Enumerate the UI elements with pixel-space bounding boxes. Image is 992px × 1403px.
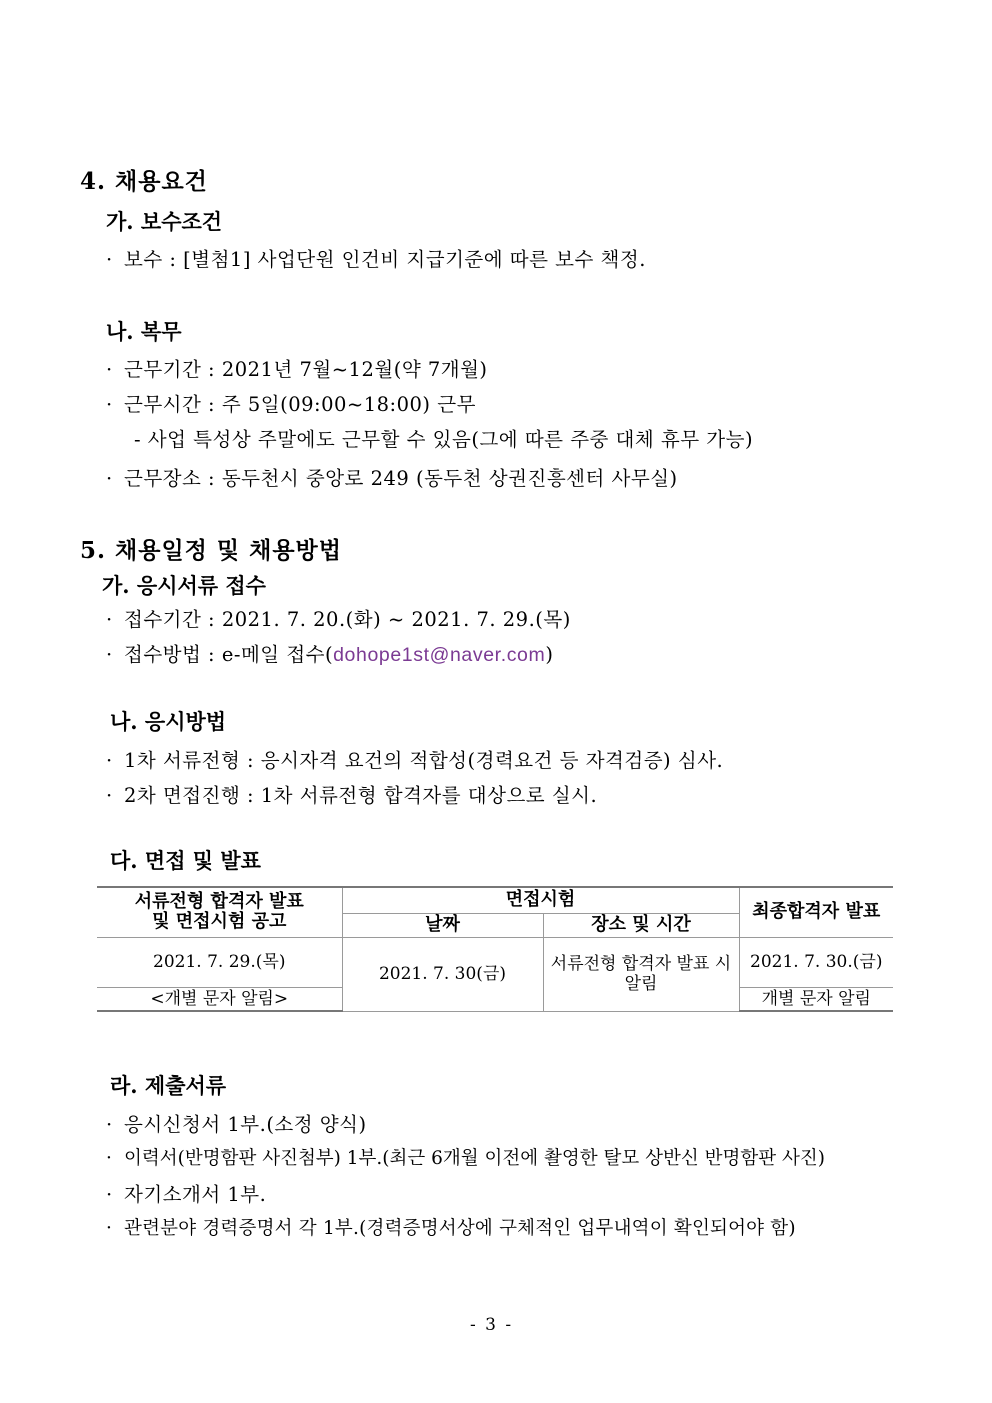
table-header-interview: 면접시험 — [342, 887, 739, 913]
section-5c-title: 다. 면접 및 발표 — [110, 848, 261, 873]
table-cell-announcement-note: <개별 문자 알림> — [97, 987, 342, 1011]
list-item — [106, 639, 553, 667]
email-link[interactable]: dohope1st@naver.com — [333, 644, 546, 666]
section-5-title: 5. 채용일정 및 채용방법 — [80, 537, 342, 564]
list-item-text: ) — [545, 643, 554, 666]
bullet: · — [106, 358, 113, 381]
list-item-text: 근무기간 : 2021년 7월~12월(약 7개월) — [124, 358, 488, 381]
list-item — [106, 1144, 825, 1170]
list-item-text: 근무시간 : 주 5일(09:00~18:00) 근무 — [124, 393, 476, 416]
list-item — [106, 604, 571, 632]
section-5b-title: 나. 응시방법 — [110, 709, 227, 734]
list-item — [106, 244, 646, 272]
cell-line: 알림 — [624, 974, 658, 994]
list-item — [106, 354, 488, 382]
bullet: · — [106, 1113, 113, 1136]
list-item-text: 접수방법 : e-메일 접수( — [124, 643, 334, 666]
bullet: · — [106, 784, 113, 807]
bullet: · — [106, 248, 113, 271]
bullet: · — [106, 643, 113, 666]
table-header-final: 최종합격자 발표 — [739, 887, 893, 937]
table-cell-interview-place — [543, 937, 739, 1011]
list-item — [106, 463, 678, 491]
list-item-text: 관련분야 경력증명서 각 1부.(경력증명서상에 구체적인 업무내역이 확인되어야 함) — [124, 1218, 796, 1239]
section-4a-title: 가. 보수조건 — [106, 209, 223, 234]
section-4-title: 4. 채용요건 — [80, 168, 208, 195]
list-sub-item: - 사업 특성상 주말에도 근무할 수 있음(그에 따른 주중 대체 휴무 가능) — [134, 428, 754, 451]
list-item — [106, 745, 723, 773]
list-item — [106, 780, 597, 808]
page-number: - 3 - — [470, 1315, 514, 1335]
header-line: 및 면접시험 공고 — [152, 911, 287, 933]
bullet: · — [106, 393, 113, 416]
list-item — [106, 389, 476, 417]
list-item-text: 자기소개서 1부. — [124, 1183, 267, 1206]
section-5a-title: 가. 응시서류 접수 — [102, 573, 266, 598]
bullet: · — [106, 1218, 113, 1239]
header-line: 서류전형 합격자 발표 — [134, 891, 304, 913]
cell-line: 서류전형 합격자 발표 시 — [550, 954, 732, 974]
list-item-text: 근무장소 : 동두천시 중앙로 249 (동두천 상권진흥센터 사무실) — [124, 467, 678, 490]
list-item-text: 접수기간 : 2021. 7. 20.(화) ~ 2021. 7. 29.(목) — [124, 608, 571, 631]
list-item-text: 1차 서류전형 : 응시자격 요건의 적합성(경력요건 등 자격검증) 심사. — [124, 749, 724, 772]
interview-schedule-table — [97, 886, 893, 1012]
table-header-place: 장소 및 시간 — [543, 913, 739, 937]
table-cell-final-note: 개별 문자 알림 — [739, 987, 893, 1011]
table-cell-announcement-date: 2021. 7. 29.(목) — [97, 937, 342, 987]
section-4b-title: 나. 복무 — [106, 319, 182, 344]
list-item — [106, 1214, 796, 1240]
list-item-text: 보수 : [별첨1] 사업단원 인건비 지급기준에 따른 보수 책정. — [124, 248, 646, 271]
table-header-announcement — [97, 887, 342, 937]
list-item — [106, 1109, 367, 1137]
table-cell-final-date: 2021. 7. 30.(금) — [739, 937, 893, 987]
table-header-date: 날짜 — [342, 913, 543, 937]
list-item-text: 응시신청서 1부.(소정 양식) — [124, 1113, 367, 1136]
bullet: · — [106, 749, 113, 772]
bullet: · — [106, 1183, 113, 1206]
list-item-text: 2차 면접진행 : 1차 서류전형 합격자를 대상으로 실시. — [124, 784, 598, 807]
list-item-text: 이력서(반명함판 사진첨부) 1부.(최근 6개월 이전에 촬영한 탈모 상반신 반명함판 사진) — [124, 1148, 825, 1169]
bullet: · — [106, 608, 113, 631]
table-cell-interview-date: 2021. 7. 30(금) — [342, 937, 543, 1011]
bullet: · — [106, 1148, 112, 1169]
section-5d-title: 라. 제출서류 — [110, 1073, 227, 1098]
bullet: · — [106, 467, 113, 490]
list-item — [106, 1179, 266, 1207]
